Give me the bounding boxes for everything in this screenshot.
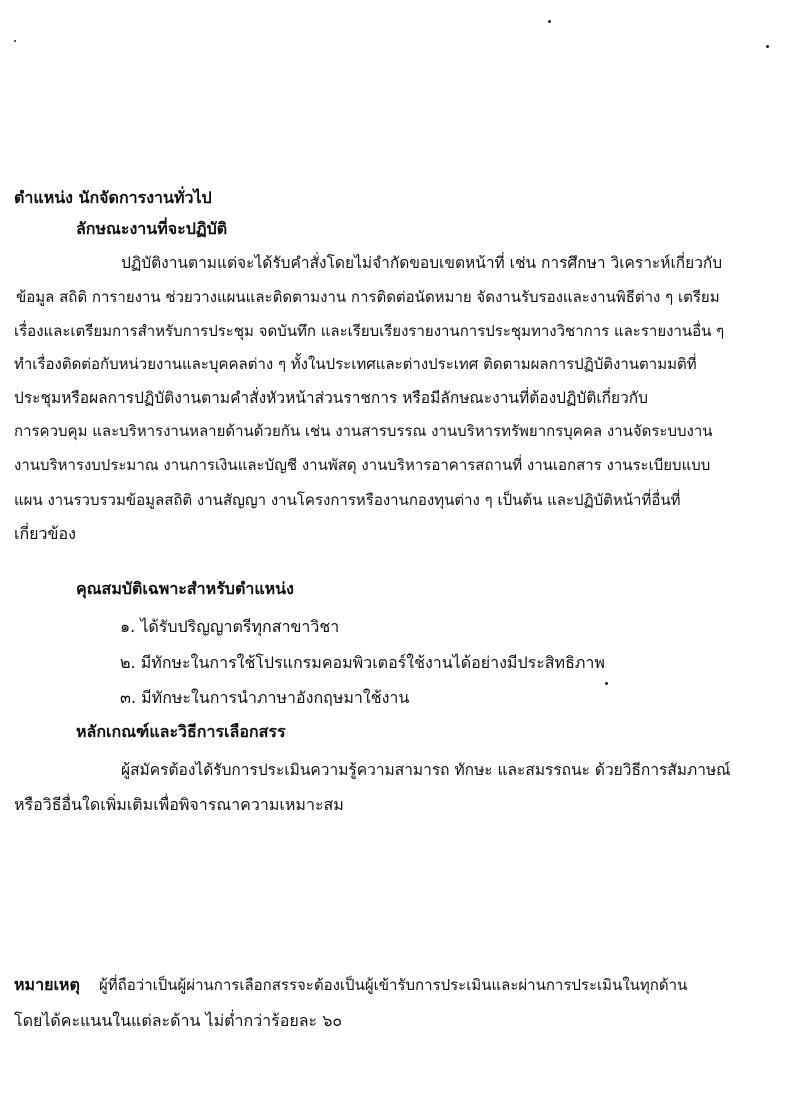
position-heading: ตำแหน่ง นักจัดการงานทั่วไป	[14, 188, 212, 207]
duties-text-line: งานบริหารงบประมาณ งานการเงินและบัญชี งานพัสดุ งานบริหารอาคารสถานที่ งานเอกสาร งานระเบียบแบบ	[14, 456, 711, 474]
scan-speck	[605, 682, 608, 685]
qualification-item: ๒. มีทักษะในการใช้โปรแกรมคอมพิวเตอร์ใช้งานได้อย่างมีประสิทธิภาพ	[120, 653, 605, 672]
duties-heading: ลักษณะงานที่จะปฏิบัติ	[76, 219, 228, 238]
note-label: หมายเหตุ	[14, 975, 80, 994]
selection-text-line: ผู้สมัครต้องได้รับการประเมินความรู้ความสามารถ ทักษะ และสมรรถนะ ด้วยวิธีการสัมภาษณ์	[121, 761, 731, 779]
duties-text-line: เกี่ยวข้อง	[14, 524, 76, 543]
note-text-line: โดยได้คะแนนในแต่ละด้าน ไม่ต่ำกว่าร้อยละ ๖๐	[14, 1011, 343, 1030]
qualification-item: ๓. มีทักษะในการนำภาษาอังกฤษมาใช้งาน	[120, 688, 410, 707]
selection-heading: หลักเกณฑ์และวิธีการเลือกสรร	[76, 722, 286, 741]
duties-text-line: ปฏิบัติงานตามแต่จะได้รับคำสั่งโดยไม่จำกัดขอบเขตหน้าที่ เช่น การศึกษา วิเคราะห์เกี่ยวกับ	[121, 254, 723, 272]
selection-text-line: หรือวิธีอื่นใดเพิ่มเติมเพื่อพิจารณาความเหมาะสม	[14, 795, 344, 814]
duties-text-line: การควบคุม และบริหารงานหลายด้านด้วยกัน เช่น งานสารบรรณ งานบริหารทรัพยากรบุคคล งานจัดระบบงาน	[14, 422, 713, 440]
duties-text-line: เรื่องและเตรียมการสำหรับการประชุม จดบันทึก และเรียบเรียงรายงานการประชุมทางวิชาการ และรายงานอื่น ๆ	[14, 322, 725, 340]
qualification-item: ๑. ได้รับปริญญาตรีทุกสาขาวิชา	[120, 617, 340, 636]
scan-speck	[548, 20, 551, 23]
duties-text-line: ทำเรื่องติดต่อกับหน่วยงานและบุคคลต่าง ๆ ทั้งในประเทศและต่างประเทศ ติดตามผลการปฏิบัติงานตามมติที่	[14, 355, 697, 373]
duties-text-line: ประชุมหรือผลการปฏิบัติงานตามคำสั่งหัวหน้าส่วนราชการ หรือมีลักษณะงานที่ต้องปฏิบัติเกี่ยวกับ	[14, 389, 649, 407]
duties-text-line: ข้อมูล สถิติ การายงาน ช่วยวางแผนและติดตามงาน การติดต่อนัดหมาย จัดงานรับรองและงานพิธีต่าง ๆ เตรียม	[16, 288, 720, 306]
duties-text-line: แผน งานรวบรวมข้อมูลสถิติ งานสัญญา งานโครงการหรืองานกองทุนต่าง ๆ เป็นต้น และปฏิบัติหน้าที่อื่นที่	[14, 491, 681, 509]
qualifications-heading: คุณสมบัติเฉพาะสำหรับตำแหน่ง	[76, 579, 294, 598]
note-text-line: ผู้ที่ถือว่าเป็นผู้ผ่านการเลือกสรรจะต้องเป็นผู้เข้ารับการประเมินและผ่านการประเมินในทุกด้าน	[99, 976, 688, 994]
scan-speck	[14, 40, 16, 42]
scan-speck	[766, 45, 769, 48]
